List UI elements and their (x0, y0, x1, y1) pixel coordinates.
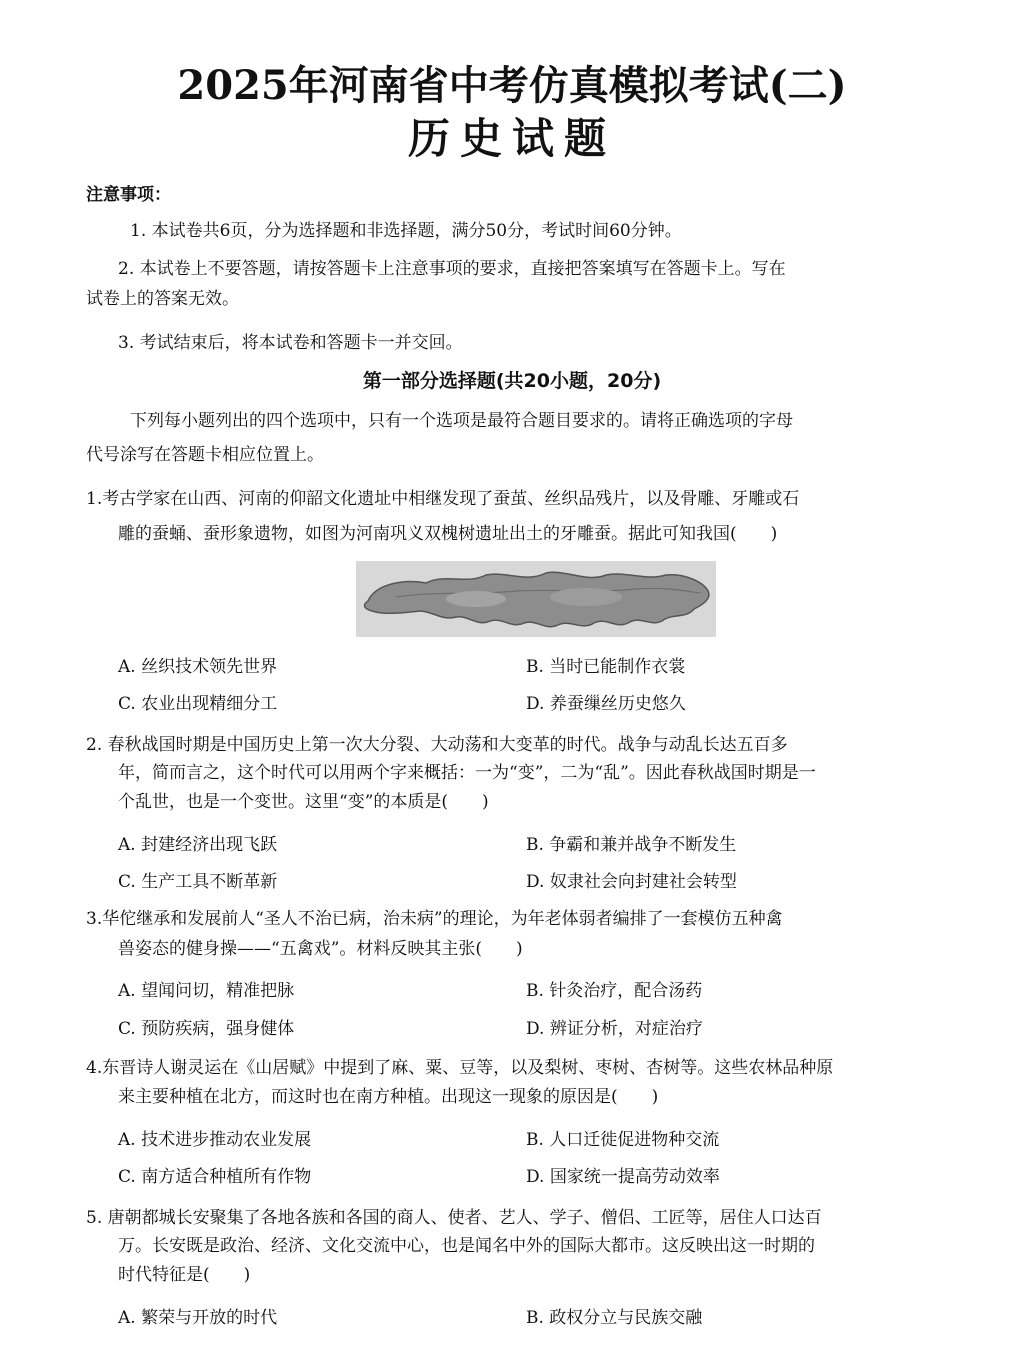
ivory-silkworm-image (356, 561, 716, 637)
question-4-option-d: D. 国家统一提高劳动效率 (526, 1167, 720, 1187)
question-3-line-1: 3.华佗继承和发展前人“圣人不治已病，治未病”的理论，为年老体弱者编排了一套模仿五种禽 (86, 909, 783, 929)
section-instruction-line-1: 下列每小题列出的四个选项中，只有一个选项是最符合题目要求的。请将正确选项的字母 (130, 411, 793, 431)
question-3-option-b: B. 针灸治疗，配合汤药 (526, 981, 703, 1001)
exam-subject: 历史试题 (407, 114, 616, 163)
notice-item-2-line-1: 2. 本试卷上不要答题，请按答题卡上注意事项的要求，直接把答案填写在答题卡上。写在 (118, 259, 786, 279)
section-title: 第一部分选择题(共20小题，20分) (362, 370, 662, 392)
question-5-option-a: A. 繁荣与开放的时代 (118, 1308, 278, 1328)
question-3-option-a: A. 望闻问切，精准把脉 (118, 981, 295, 1001)
notice-heading: 注意事项： (86, 185, 171, 205)
question-1-line-1: 1.考古学家在山西、河南的仰韶文化遗址中相继发现了蚕茧、丝织品残片，以及骨雕、牙雕或石 (86, 489, 800, 509)
question-4-option-a: A. 技术进步推动农业发展 (118, 1130, 312, 1150)
question-2-line-2: 年，简而言之，这个时代可以用两个字来概括：一为“变”，二为“乱”。因此春秋战国时期是一 (118, 763, 816, 783)
notice-item-3: 3. 考试结束后，将本试卷和答题卡一并交回。 (118, 333, 463, 353)
question-4-option-b: B. 人口迁徙促进物种交流 (526, 1130, 720, 1150)
section-instruction-line-2: 代号涂写在答题卡相应位置上。 (86, 445, 324, 465)
question-3-option-d: D. 辨证分析，对症治疗 (526, 1019, 703, 1039)
question-2-option-c: C. 生产工具不断革新 (118, 872, 278, 892)
question-1-option-b: B. 当时已能制作衣裳 (526, 657, 686, 677)
question-1-option-c: C. 农业出现精细分工 (118, 694, 278, 714)
question-5-line-2: 万。长安既是政治、经济、文化交流中心，也是闻名中外的国际大都市。这反映出这一时期的 (118, 1236, 815, 1256)
question-2-option-a: A. 封建经济出现飞跃 (118, 835, 278, 855)
question-2-option-d: D. 奴隶社会向封建社会转型 (526, 872, 737, 892)
question-3-line-2: 兽姿态的健身操——“五禽戏”。材料反映其主张( ) (118, 939, 523, 959)
question-1-option-d: D. 养蚕缫丝历史悠久 (526, 694, 686, 714)
question-3-option-c: C. 预防疾病，强身健体 (118, 1019, 295, 1039)
question-5-line-1: 5. 唐朝都城长安聚集了各地各族和各国的商人、使者、艺人、学子、僧侣、工匠等，居住人口达百 (86, 1208, 822, 1228)
question-4-line-1: 4.东晋诗人谢灵运在《山居赋》中提到了麻、粟、豆等，以及梨树、枣树、杏树等。这些农林品种原 (86, 1058, 834, 1078)
question-2-line-1: 2. 春秋战国时期是中国历史上第一次大分裂、大动荡和大变革的时代。战争与动乱长达五百多 (86, 735, 788, 755)
question-1-line-2: 雕的蚕蛹、蚕形象遗物，如图为河南巩义双槐树遗址出土的牙雕蚕。据此可知我国( ) (118, 524, 778, 544)
question-5-line-3: 时代特征是( ) (118, 1265, 251, 1285)
question-5-option-b: B. 政权分立与民族交融 (526, 1308, 703, 1328)
exam-title: 2025年河南省中考仿真模拟考试(二) (177, 62, 847, 109)
question-1-option-a: A. 丝织技术领先世界 (118, 657, 278, 677)
question-4-line-2: 来主要种植在北方，而这时也在南方种植。出现这一现象的原因是( ) (118, 1087, 659, 1107)
question-2-option-b: B. 争霸和兼并战争不断发生 (526, 835, 737, 855)
question-2-line-3: 个乱世，也是一个变世。这里“变”的本质是( ) (118, 792, 489, 812)
question-4-option-c: C. 南方适合种植所有作物 (118, 1167, 312, 1187)
notice-item-1: 1. 本试卷共6页，分为选择题和非选择题，满分50分，考试时间60分钟。 (130, 221, 682, 241)
notice-item-2-line-2: 试卷上的答案无效。 (86, 289, 239, 309)
